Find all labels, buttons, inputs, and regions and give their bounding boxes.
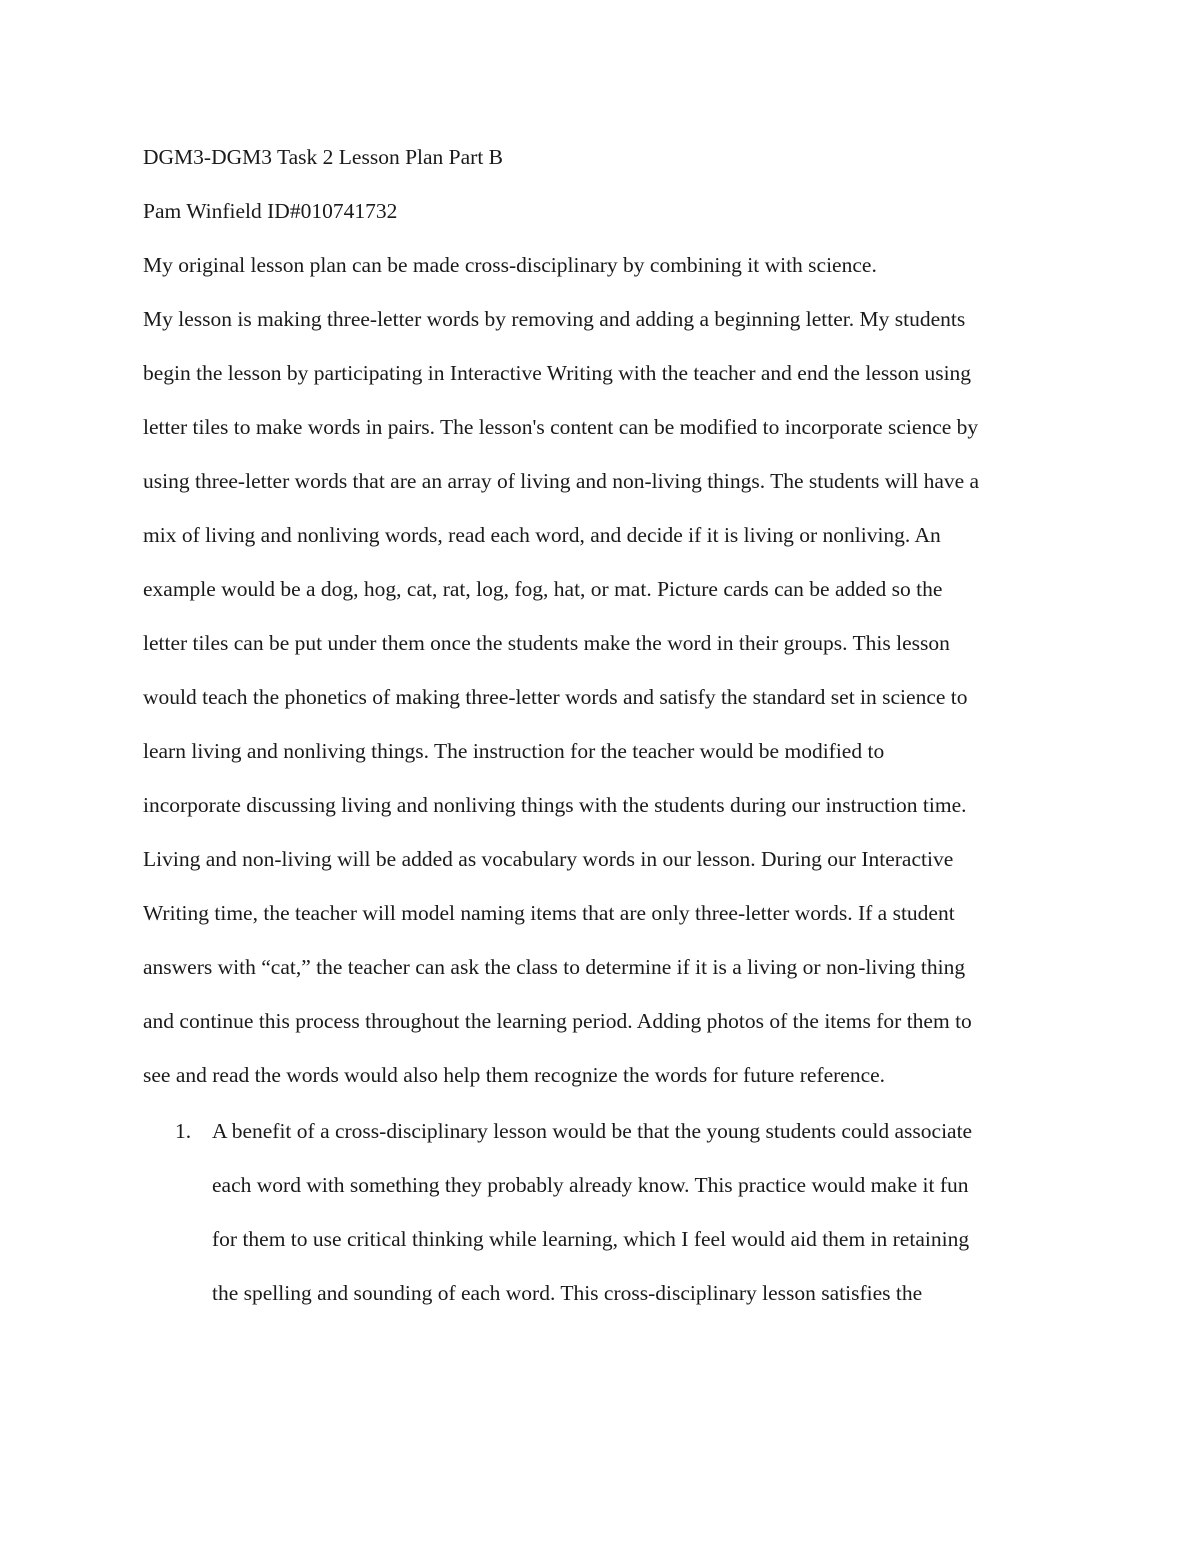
body-line: learn living and nonliving things. The instruction for the teacher would be modified to	[143, 739, 885, 763]
list-item-number: 1.	[175, 1119, 192, 1143]
body-line: see and read the words would also help them recognize the words for future reference.	[143, 1063, 886, 1087]
body-line: letter tiles to make words in pairs. The lesson's content can be modified to incorporate science by	[143, 415, 979, 439]
list-item-line: the spelling and sounding of each word. This cross-disciplinary lesson satisfies the	[212, 1281, 923, 1305]
body-line: mix of living and nonliving words, read each word, and decide if it is living or nonliving. An	[143, 523, 941, 547]
body-line: Writing time, the teacher will model naming items that are only three-letter words. If a student	[143, 901, 955, 925]
document-title: DGM3-DGM3 Task 2 Lesson Plan Part B	[143, 145, 504, 169]
body-line: and continue this process throughout the learning period. Adding photos of the items for them to	[143, 1009, 972, 1033]
body-line: answers with “cat,” the teacher can ask the class to determine if it is a living or non-living thing	[143, 955, 966, 979]
body-line: My lesson is making three-letter words by removing and adding a beginning letter. My students	[143, 307, 966, 331]
intro-sentence: My original lesson plan can be made cross-disciplinary by combining it with science.	[143, 253, 877, 277]
list-item-line: A benefit of a cross-disciplinary lesson would be that the young students could associate	[212, 1119, 973, 1143]
body-line: would teach the phonetics of making three-letter words and satisfy the standard set in science to	[143, 685, 968, 709]
body-line: letter tiles can be put under them once the students make the word in their groups. This lesson	[143, 631, 950, 655]
list-item-line: each word with something they probably already know. This practice would make it fun	[212, 1173, 969, 1197]
author-line: Pam Winfield ID#010741732	[143, 199, 398, 223]
body-line: begin the lesson by participating in Interactive Writing with the teacher and end the lesson using	[143, 361, 972, 385]
list-item-line: for them to use critical thinking while learning, which I feel would aid them in retaining	[212, 1227, 970, 1251]
body-line: example would be a dog, hog, cat, rat, log, fog, hat, or mat. Picture cards can be added so the	[143, 577, 943, 601]
body-line: using three-letter words that are an array of living and non-living things. The students will have a	[143, 469, 980, 493]
body-line: incorporate discussing living and nonliving things with the students during our instruction time.	[143, 793, 967, 817]
body-line: Living and non-living will be added as vocabulary words in our lesson. During our Interactive	[143, 847, 954, 871]
